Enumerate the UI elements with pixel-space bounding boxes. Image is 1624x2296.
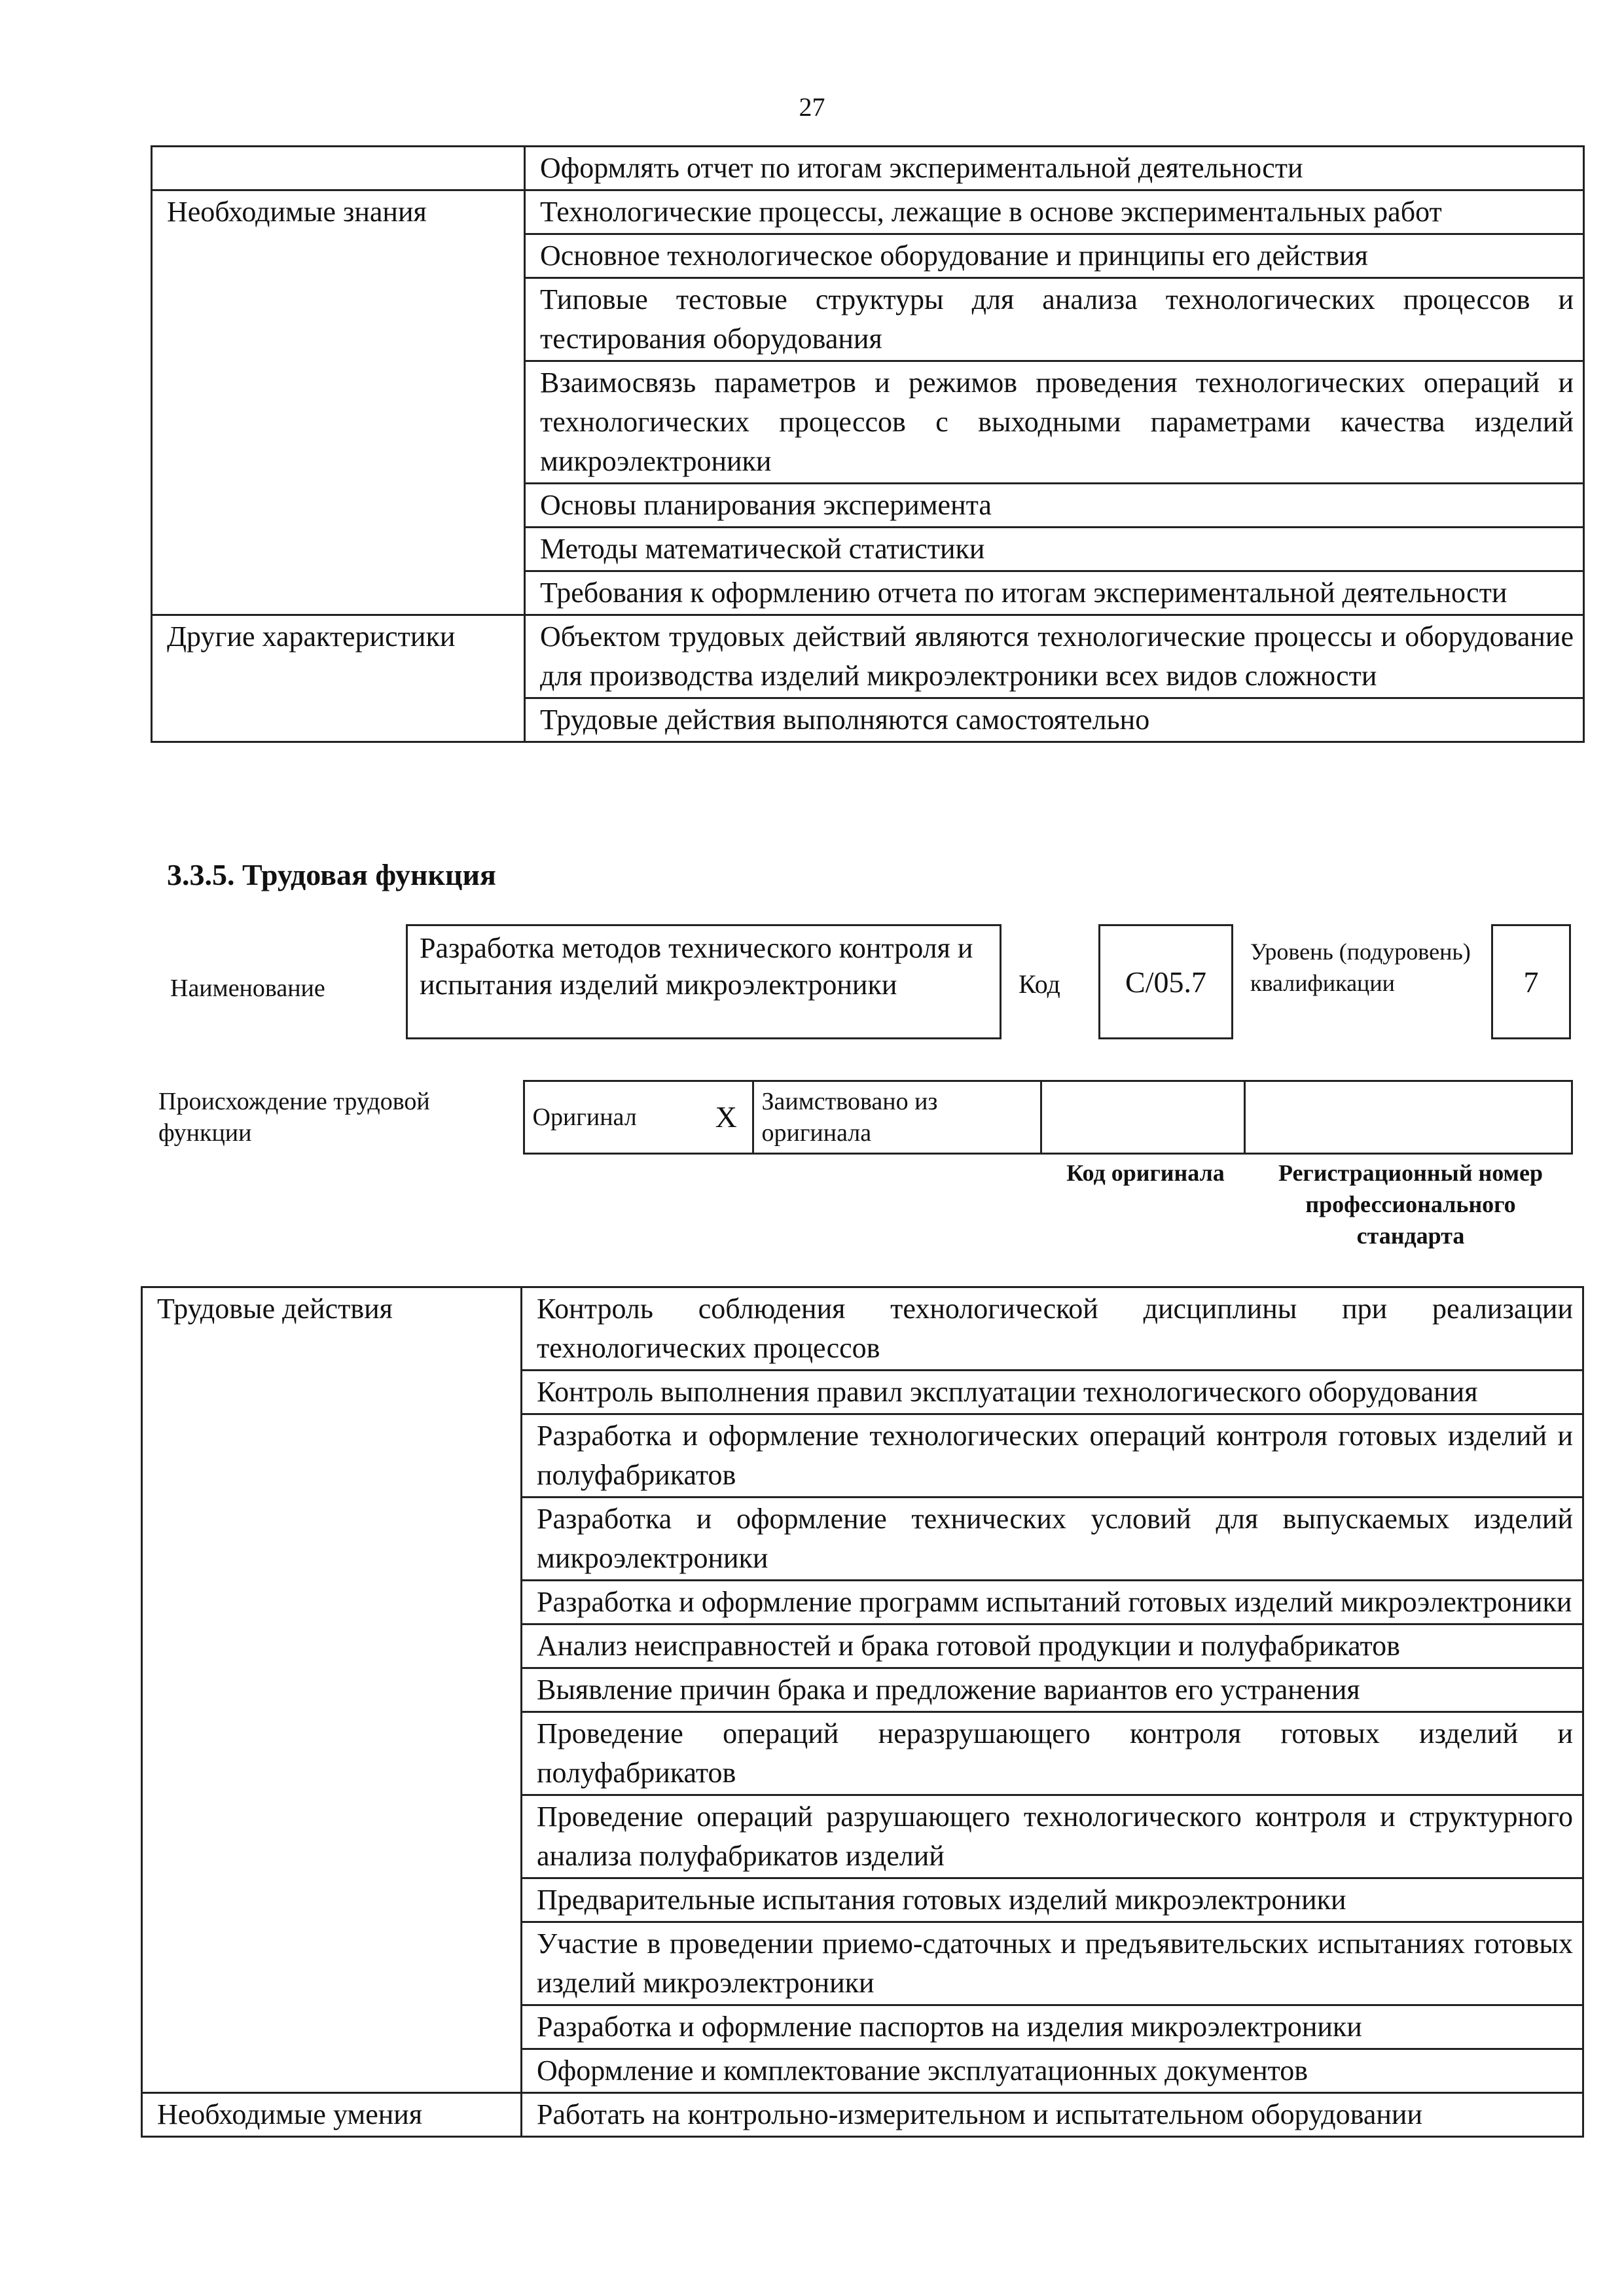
row-value: Работать на контрольно-измерительном и испытательном оборудовании xyxy=(522,2093,1583,2137)
actions-table xyxy=(141,1286,1584,2138)
row-value: Разработка и оформление технических условий для выпускаемых изделий микроэлектроники xyxy=(522,1498,1583,1581)
table-row xyxy=(142,1287,1583,1371)
row-label xyxy=(152,147,525,190)
page-number: 27 xyxy=(799,92,825,122)
row-label: Другие характеристики xyxy=(152,615,525,742)
row-label: Необходимые знания xyxy=(152,190,525,615)
row-value: Объектом трудовых действий являются технологические процессы и оборудование для производства изделий микроэлектроники всех видов сложности xyxy=(525,615,1584,698)
row-value: Взаимосвязь параметров и режимов проведения технологических операций и технологических процессов с выходными параметрами качества изделий микроэлектроники xyxy=(525,361,1584,484)
origin-original: Оригинал xyxy=(524,1081,700,1154)
row-value: Участие в проведении приемо-сдаточных и предъявительских испытаниях готовых изделий микроэлектроники xyxy=(522,1922,1583,2005)
row-label: Необходимые умения xyxy=(142,2093,522,2137)
row-label: Трудовые действия xyxy=(142,1287,522,2093)
row-value: Типовые тестовые структуры для анализа технологических процессов и тестирования оборудования xyxy=(525,278,1584,361)
origin-mark: X xyxy=(700,1081,753,1154)
origin-reg-cell xyxy=(1244,1081,1572,1154)
table-row xyxy=(152,190,1584,234)
row-value: Технологические процессы, лежащие в основе экспериментальных работ xyxy=(525,190,1584,234)
table-row xyxy=(152,615,1584,698)
row-value: Разработка и оформление технологических операций контроля готовых изделий и полуфабрикатов xyxy=(522,1414,1583,1498)
row-value: Разработка и оформление паспортов на изделия микроэлектроники xyxy=(522,2005,1583,2049)
row-value: Анализ неисправностей и брака готовой продукции и полуфабрикатов xyxy=(522,1624,1583,1668)
knowledge-table xyxy=(151,145,1585,743)
row-value: Предварительные испытания готовых изделий микроэлектроники xyxy=(522,1878,1583,1922)
row-value: Основы планирования эксперимента xyxy=(525,484,1584,528)
row-value: Оформлять отчет по итогам экспериментальной деятельности xyxy=(525,147,1584,190)
code-value: C/05.7 xyxy=(1098,924,1233,1039)
code-caption: Код оригинала xyxy=(1066,1160,1225,1186)
table-row xyxy=(142,2093,1583,2137)
section-title: 3.3.5. Трудовая функция xyxy=(167,858,496,891)
row-value: Методы математической статистики xyxy=(525,528,1584,571)
row-value: Основное технологическое оборудование и принципы его действия xyxy=(525,234,1584,278)
origin-borrowed: Заимствовано из оригинала xyxy=(753,1081,1041,1154)
row-value: Оформление и комплектование эксплуатационных документов xyxy=(522,2049,1583,2093)
name-value: Разработка методов технического контроля и испытания изделий микроэлектроники xyxy=(406,924,1001,1039)
origin-table xyxy=(151,1080,1573,1155)
code-label: Код xyxy=(1019,969,1060,999)
origin-code-cell xyxy=(1041,1081,1244,1154)
level-value: 7 xyxy=(1491,924,1571,1039)
origin-label: Происхождение трудовой функции xyxy=(151,1081,524,1154)
reg-caption: Регистрационный номер профессионального стандарта xyxy=(1278,1160,1543,1249)
row-value: Проведение операций неразрушающего контроля готовых изделий и полуфабрикатов xyxy=(522,1712,1583,1795)
row-value: Требования к оформлению отчета по итогам экспериментальной деятельности xyxy=(525,571,1584,615)
row-value: Разработка и оформление программ испытаний готовых изделий микроэлектроники xyxy=(522,1581,1583,1624)
row-value: Выявление причин брака и предложение вариантов его устранения xyxy=(522,1668,1583,1712)
row-value: Проведение операций разрушающего технологического контроля и структурного анализа полуфабрикатов изделий xyxy=(522,1795,1583,1878)
row-value: Трудовые действия выполняются самостоятельно xyxy=(525,698,1584,742)
level-label: Уровень (подуровень) квалификации xyxy=(1250,939,1471,996)
table-row xyxy=(151,1081,1572,1154)
name-label: Наименование xyxy=(170,975,325,1002)
table-row xyxy=(152,147,1584,190)
row-value: Контроль соблюдения технологической дисциплины при реализации технологических процессов xyxy=(522,1287,1583,1371)
row-value: Контроль выполнения правил эксплуатации технологического оборудования xyxy=(522,1371,1583,1414)
